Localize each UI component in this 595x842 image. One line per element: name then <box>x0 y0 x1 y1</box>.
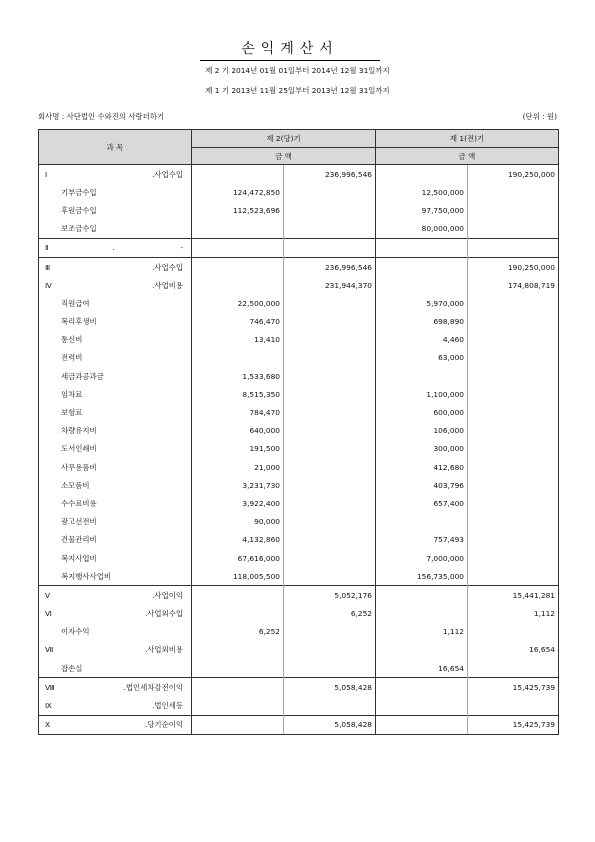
current-total-amount <box>284 183 376 201</box>
row-label: 보조금수입 <box>39 220 192 239</box>
current-detail-amount <box>192 257 284 276</box>
header-prior-period: 제 1(전)기 <box>376 130 559 148</box>
prior-total-amount: 15,425,739 <box>468 678 559 697</box>
row-label: Ⅱ. - <box>39 238 192 257</box>
prior-total-amount <box>468 238 559 257</box>
current-detail-amount: 118,005,500 <box>192 567 284 586</box>
table-row <box>39 313 559 331</box>
prior-total-amount <box>468 367 559 385</box>
current-detail-amount: 191,500 <box>192 440 284 458</box>
current-total-amount <box>284 367 376 385</box>
prior-detail-amount: 16,654 <box>376 659 468 678</box>
current-detail-amount: 6,252 <box>192 623 284 641</box>
table-row <box>39 715 559 734</box>
row-label: 복지사업비 <box>39 549 192 567</box>
row-label: 수수료비용 <box>39 494 192 512</box>
header-amount-current: 금 액 <box>192 148 376 165</box>
current-detail-amount <box>192 659 284 678</box>
prior-total-amount <box>468 403 559 421</box>
prior-detail-amount <box>376 678 468 697</box>
prior-detail-amount <box>376 641 468 659</box>
current-detail-amount: 3,231,730 <box>192 476 284 494</box>
current-total-amount <box>284 201 376 219</box>
unit-label: (단위 : 원) <box>522 112 557 121</box>
current-detail-amount <box>192 165 284 184</box>
table-row <box>39 440 559 458</box>
table-row <box>39 220 559 239</box>
prior-detail-amount: 757,493 <box>376 531 468 549</box>
current-total-amount <box>284 659 376 678</box>
current-detail-amount <box>192 276 284 294</box>
prior-total-amount: 174,808,719 <box>468 276 559 294</box>
prior-total-amount <box>468 659 559 678</box>
table-row <box>39 641 559 659</box>
current-total-amount: 5,058,428 <box>284 715 376 734</box>
current-total-amount <box>284 220 376 239</box>
current-detail-amount: 784,470 <box>192 403 284 421</box>
table-row <box>39 678 559 697</box>
prior-total-amount <box>468 331 559 349</box>
current-detail-amount: 13,410 <box>192 331 284 349</box>
row-label: 통신비 <box>39 331 192 349</box>
row-label: 이자수익 <box>39 623 192 641</box>
prior-detail-amount: 600,000 <box>376 403 468 421</box>
prior-detail-amount: 106,000 <box>376 422 468 440</box>
prior-detail-amount: 1,112 <box>376 623 468 641</box>
row-label: Ⅹ.당기순이익 <box>39 715 192 734</box>
table-row <box>39 549 559 567</box>
row-label: Ⅶ.사업외비용 <box>39 641 192 659</box>
period-prior: 제 1 기 2013년 11월 25일부터 2013년 12월 31일까지 <box>205 86 390 95</box>
prior-detail-amount <box>376 238 468 257</box>
prior-detail-amount <box>376 257 468 276</box>
current-total-amount <box>284 294 376 312</box>
current-total-amount: 6,252 <box>284 605 376 623</box>
row-label: Ⅲ.사업수입 <box>39 257 192 276</box>
prior-total-amount <box>468 513 559 531</box>
table-row <box>39 367 559 385</box>
table-row <box>39 458 559 476</box>
table-row <box>39 201 559 219</box>
prior-detail-amount: 412,680 <box>376 458 468 476</box>
prior-total-amount: 15,425,739 <box>468 715 559 734</box>
current-total-amount <box>284 531 376 549</box>
table-row <box>39 586 559 605</box>
current-total-amount <box>284 313 376 331</box>
table-row <box>39 605 559 623</box>
income-statement-table <box>38 129 559 735</box>
current-total-amount <box>284 440 376 458</box>
current-detail-amount <box>192 586 284 605</box>
row-label: 건물관리비 <box>39 531 192 549</box>
row-label: 광고선전비 <box>39 513 192 531</box>
table-row <box>39 403 559 421</box>
current-total-amount <box>284 623 376 641</box>
current-detail-amount: 4,132,860 <box>192 531 284 549</box>
prior-total-amount <box>468 458 559 476</box>
current-total-amount <box>284 494 376 512</box>
prior-total-amount <box>468 696 559 715</box>
prior-detail-amount: 4,460 <box>376 331 468 349</box>
prior-total-amount: 15,441,281 <box>468 586 559 605</box>
prior-total-amount: 190,250,000 <box>468 257 559 276</box>
current-total-amount: 5,058,428 <box>284 678 376 697</box>
table-row <box>39 349 559 367</box>
prior-detail-amount: 7,000,000 <box>376 549 468 567</box>
row-label: 전력비 <box>39 349 192 367</box>
table-row <box>39 331 559 349</box>
prior-detail-amount <box>376 715 468 734</box>
current-total-amount <box>284 422 376 440</box>
prior-detail-amount: 657,400 <box>376 494 468 512</box>
table-row <box>39 476 559 494</box>
table-row <box>39 276 559 294</box>
prior-detail-amount: 403,796 <box>376 476 468 494</box>
row-label: 후원금수입 <box>39 201 192 219</box>
row-label: 임차료 <box>39 385 192 403</box>
current-detail-amount: 67,616,000 <box>192 549 284 567</box>
row-label: 사무용품비 <box>39 458 192 476</box>
current-detail-amount: 21,000 <box>192 458 284 476</box>
current-detail-amount: 90,000 <box>192 513 284 531</box>
row-label: 복지행사사업비 <box>39 567 192 586</box>
prior-detail-amount <box>376 513 468 531</box>
prior-total-amount <box>468 440 559 458</box>
table-row <box>39 659 559 678</box>
prior-detail-amount <box>376 696 468 715</box>
row-label: Ⅵ.사업외수입 <box>39 605 192 623</box>
prior-detail-amount: 80,000,000 <box>376 220 468 239</box>
table-row <box>39 513 559 531</box>
row-label: 복리후생비 <box>39 313 192 331</box>
current-detail-amount <box>192 641 284 659</box>
row-label: 차량유지비 <box>39 422 192 440</box>
row-label: 세금과공과금 <box>39 367 192 385</box>
prior-detail-amount: 156,735,000 <box>376 567 468 586</box>
header-current-period: 제 2(당)기 <box>192 130 376 148</box>
prior-detail-amount <box>376 165 468 184</box>
prior-total-amount: 1,112 <box>468 605 559 623</box>
table-row <box>39 567 559 586</box>
prior-total-amount <box>468 183 559 201</box>
table-row <box>39 238 559 257</box>
current-total-amount <box>284 513 376 531</box>
table-row <box>39 623 559 641</box>
current-total-amount <box>284 641 376 659</box>
statement-title: 손익계산서 <box>200 38 380 61</box>
current-detail-amount <box>192 715 284 734</box>
prior-total-amount: 16,654 <box>468 641 559 659</box>
current-detail-amount: 1,533,680 <box>192 367 284 385</box>
current-detail-amount: 112,523,696 <box>192 201 284 219</box>
current-detail-amount <box>192 349 284 367</box>
prior-total-amount <box>468 494 559 512</box>
current-total-amount: 231,944,370 <box>284 276 376 294</box>
current-detail-amount: 746,470 <box>192 313 284 331</box>
current-detail-amount <box>192 678 284 697</box>
prior-detail-amount: 300,000 <box>376 440 468 458</box>
current-detail-amount: 8,515,350 <box>192 385 284 403</box>
period-current: 제 2 기 2014년 01월 01일부터 2014년 12월 31일까지 <box>205 66 390 75</box>
prior-total-amount <box>468 549 559 567</box>
table-row <box>39 294 559 312</box>
prior-detail-amount <box>376 586 468 605</box>
row-label: 소모품비 <box>39 476 192 494</box>
row-label: 직원급여 <box>39 294 192 312</box>
table-row <box>39 183 559 201</box>
row-label: 잡손실 <box>39 659 192 678</box>
current-total-amount <box>284 567 376 586</box>
prior-total-amount <box>468 422 559 440</box>
current-total-amount: 236,996,546 <box>284 257 376 276</box>
row-label: 도서인쇄비 <box>39 440 192 458</box>
current-total-amount <box>284 403 376 421</box>
current-total-amount: 5,052,176 <box>284 586 376 605</box>
prior-total-amount <box>468 349 559 367</box>
current-total-amount <box>284 331 376 349</box>
prior-detail-amount <box>376 605 468 623</box>
prior-total-amount <box>468 201 559 219</box>
prior-detail-amount <box>376 367 468 385</box>
header-item: 과 목 <box>39 130 192 165</box>
prior-detail-amount: 5,970,000 <box>376 294 468 312</box>
current-total-amount <box>284 476 376 494</box>
row-label: Ⅳ.사업비용 <box>39 276 192 294</box>
current-detail-amount <box>192 220 284 239</box>
prior-detail-amount: 97,750,000 <box>376 201 468 219</box>
table-row <box>39 257 559 276</box>
statement-rows <box>39 165 559 735</box>
current-detail-amount: 640,000 <box>192 422 284 440</box>
row-label: 기부금수입 <box>39 183 192 201</box>
table-row <box>39 422 559 440</box>
table-row <box>39 531 559 549</box>
prior-total-amount <box>468 623 559 641</box>
current-detail-amount: 22,500,000 <box>192 294 284 312</box>
current-total-amount <box>284 238 376 257</box>
current-detail-amount: 124,472,850 <box>192 183 284 201</box>
prior-detail-amount: 63,000 <box>376 349 468 367</box>
prior-total-amount <box>468 313 559 331</box>
prior-total-amount <box>468 567 559 586</box>
row-label: Ⅰ.사업수입 <box>39 165 192 184</box>
table-row <box>39 696 559 715</box>
prior-total-amount <box>468 220 559 239</box>
prior-total-amount: 190,250,000 <box>468 165 559 184</box>
prior-detail-amount: 698,890 <box>376 313 468 331</box>
current-total-amount: 236,996,546 <box>284 165 376 184</box>
current-total-amount <box>284 458 376 476</box>
prior-detail-amount: 12,500,000 <box>376 183 468 201</box>
row-label: Ⅴ.사업이익 <box>39 586 192 605</box>
current-total-amount <box>284 549 376 567</box>
row-label: Ⅸ.법인세등 <box>39 696 192 715</box>
prior-total-amount <box>468 531 559 549</box>
current-total-amount <box>284 385 376 403</box>
table-row <box>39 165 559 184</box>
prior-total-amount <box>468 476 559 494</box>
current-detail-amount <box>192 696 284 715</box>
current-detail-amount <box>192 605 284 623</box>
table-row <box>39 385 559 403</box>
header-amount-prior: 금 액 <box>376 148 559 165</box>
prior-detail-amount: 1,100,000 <box>376 385 468 403</box>
current-detail-amount: 3,922,400 <box>192 494 284 512</box>
current-detail-amount <box>192 238 284 257</box>
prior-detail-amount <box>376 276 468 294</box>
prior-total-amount <box>468 385 559 403</box>
prior-total-amount <box>468 294 559 312</box>
row-label: Ⅷ.법인세차감전이익 <box>39 678 192 697</box>
current-total-amount <box>284 696 376 715</box>
table-row <box>39 494 559 512</box>
current-total-amount <box>284 349 376 367</box>
row-label: 보험료 <box>39 403 192 421</box>
company-name: 회사명 : 사단법인 수와진의 사랑더하기 <box>38 112 165 121</box>
